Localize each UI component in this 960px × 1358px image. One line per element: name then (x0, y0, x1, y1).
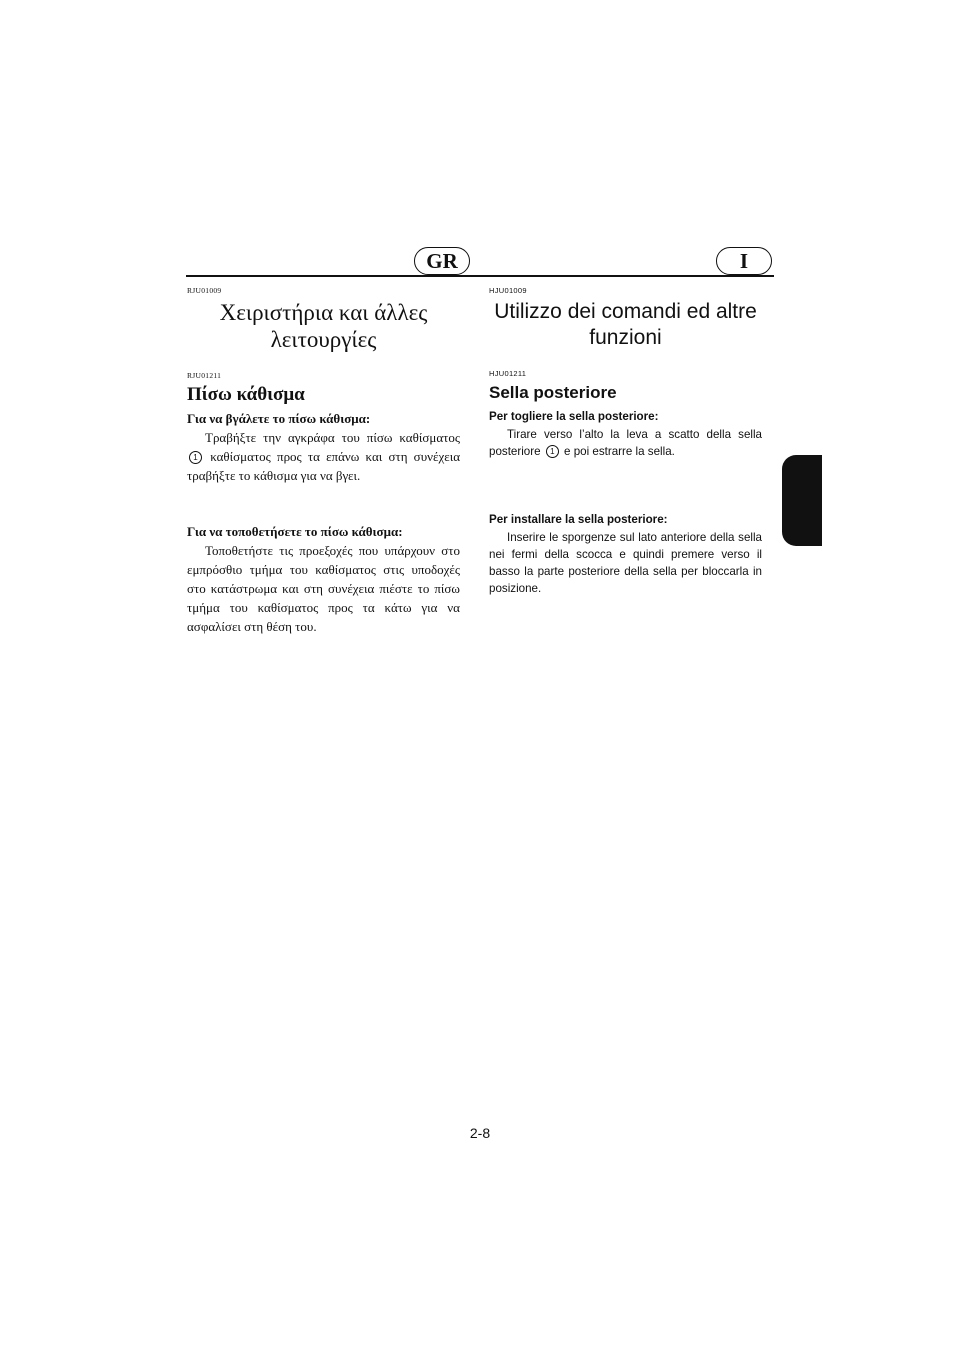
chapter-thumb-tab (782, 455, 822, 546)
chapter-title: Χειριστήρια και άλλες λειτουργίες (219, 300, 428, 352)
language-badge-italian: I (716, 247, 772, 275)
subsection-code: RJU01211 (187, 371, 222, 380)
remove-seat-heading: Per togliere la sella posteriore: (489, 410, 659, 423)
italian-column (489, 286, 762, 597)
install-seat-heading: Για να τοποθετήσετε το πίσω κάθισμα: (187, 524, 403, 539)
install-seat-text: Inserire le sporgenze sul lato anteriore della sella nei fermi della scocca e quindi premere verso il basso la parte posteriore della sella per bloccarla in posizione. (489, 531, 762, 595)
greek-column (187, 286, 460, 636)
section-heading: Sella posteriore (489, 383, 617, 402)
page-number: 2-8 (469, 1125, 491, 1141)
section-code: HJU01009 (489, 286, 527, 295)
install-seat-text: Τοποθετήστε τις προεξοχές που υπάρχουν στο εμπρόσθιο τμήμα του καθίσματος στις υποδοχές στο κατάστρωμα και στη συνέχεια πιέστε το πίσω τμήμα του καθίσματος προς τα κάτω για να ασφαλίσει στη θέση του. (187, 543, 460, 634)
language-badge-greek: GR (414, 247, 470, 275)
header-rule (186, 275, 774, 277)
callout-marker: 1 (189, 451, 202, 464)
remove-seat-text: Τραβήξτε την αγκράφα του πίσω καθίσματος 1 καθίσματος προς τα επάνω και στη συνέχεια τραβήξτε το κάθισμα για να βγει. (187, 430, 461, 483)
remove-seat-heading: Για να βγάλετε το πίσω κάθισμα: (187, 411, 371, 426)
callout-marker: 1 (546, 445, 559, 458)
install-seat-heading: Per installare la sella posteriore: (489, 513, 668, 526)
subsection-code: HJU01211 (489, 369, 527, 378)
remove-seat-text: Tirare verso l’alto la leva a scatto della sella posteriore 1 e poi estrarre la sella. (489, 428, 762, 458)
section-heading: Πίσω κάθισμα (187, 384, 305, 405)
chapter-title: Utilizzo dei comandi ed altre funzioni (494, 300, 757, 349)
section-code: RJU01009 (187, 286, 222, 295)
